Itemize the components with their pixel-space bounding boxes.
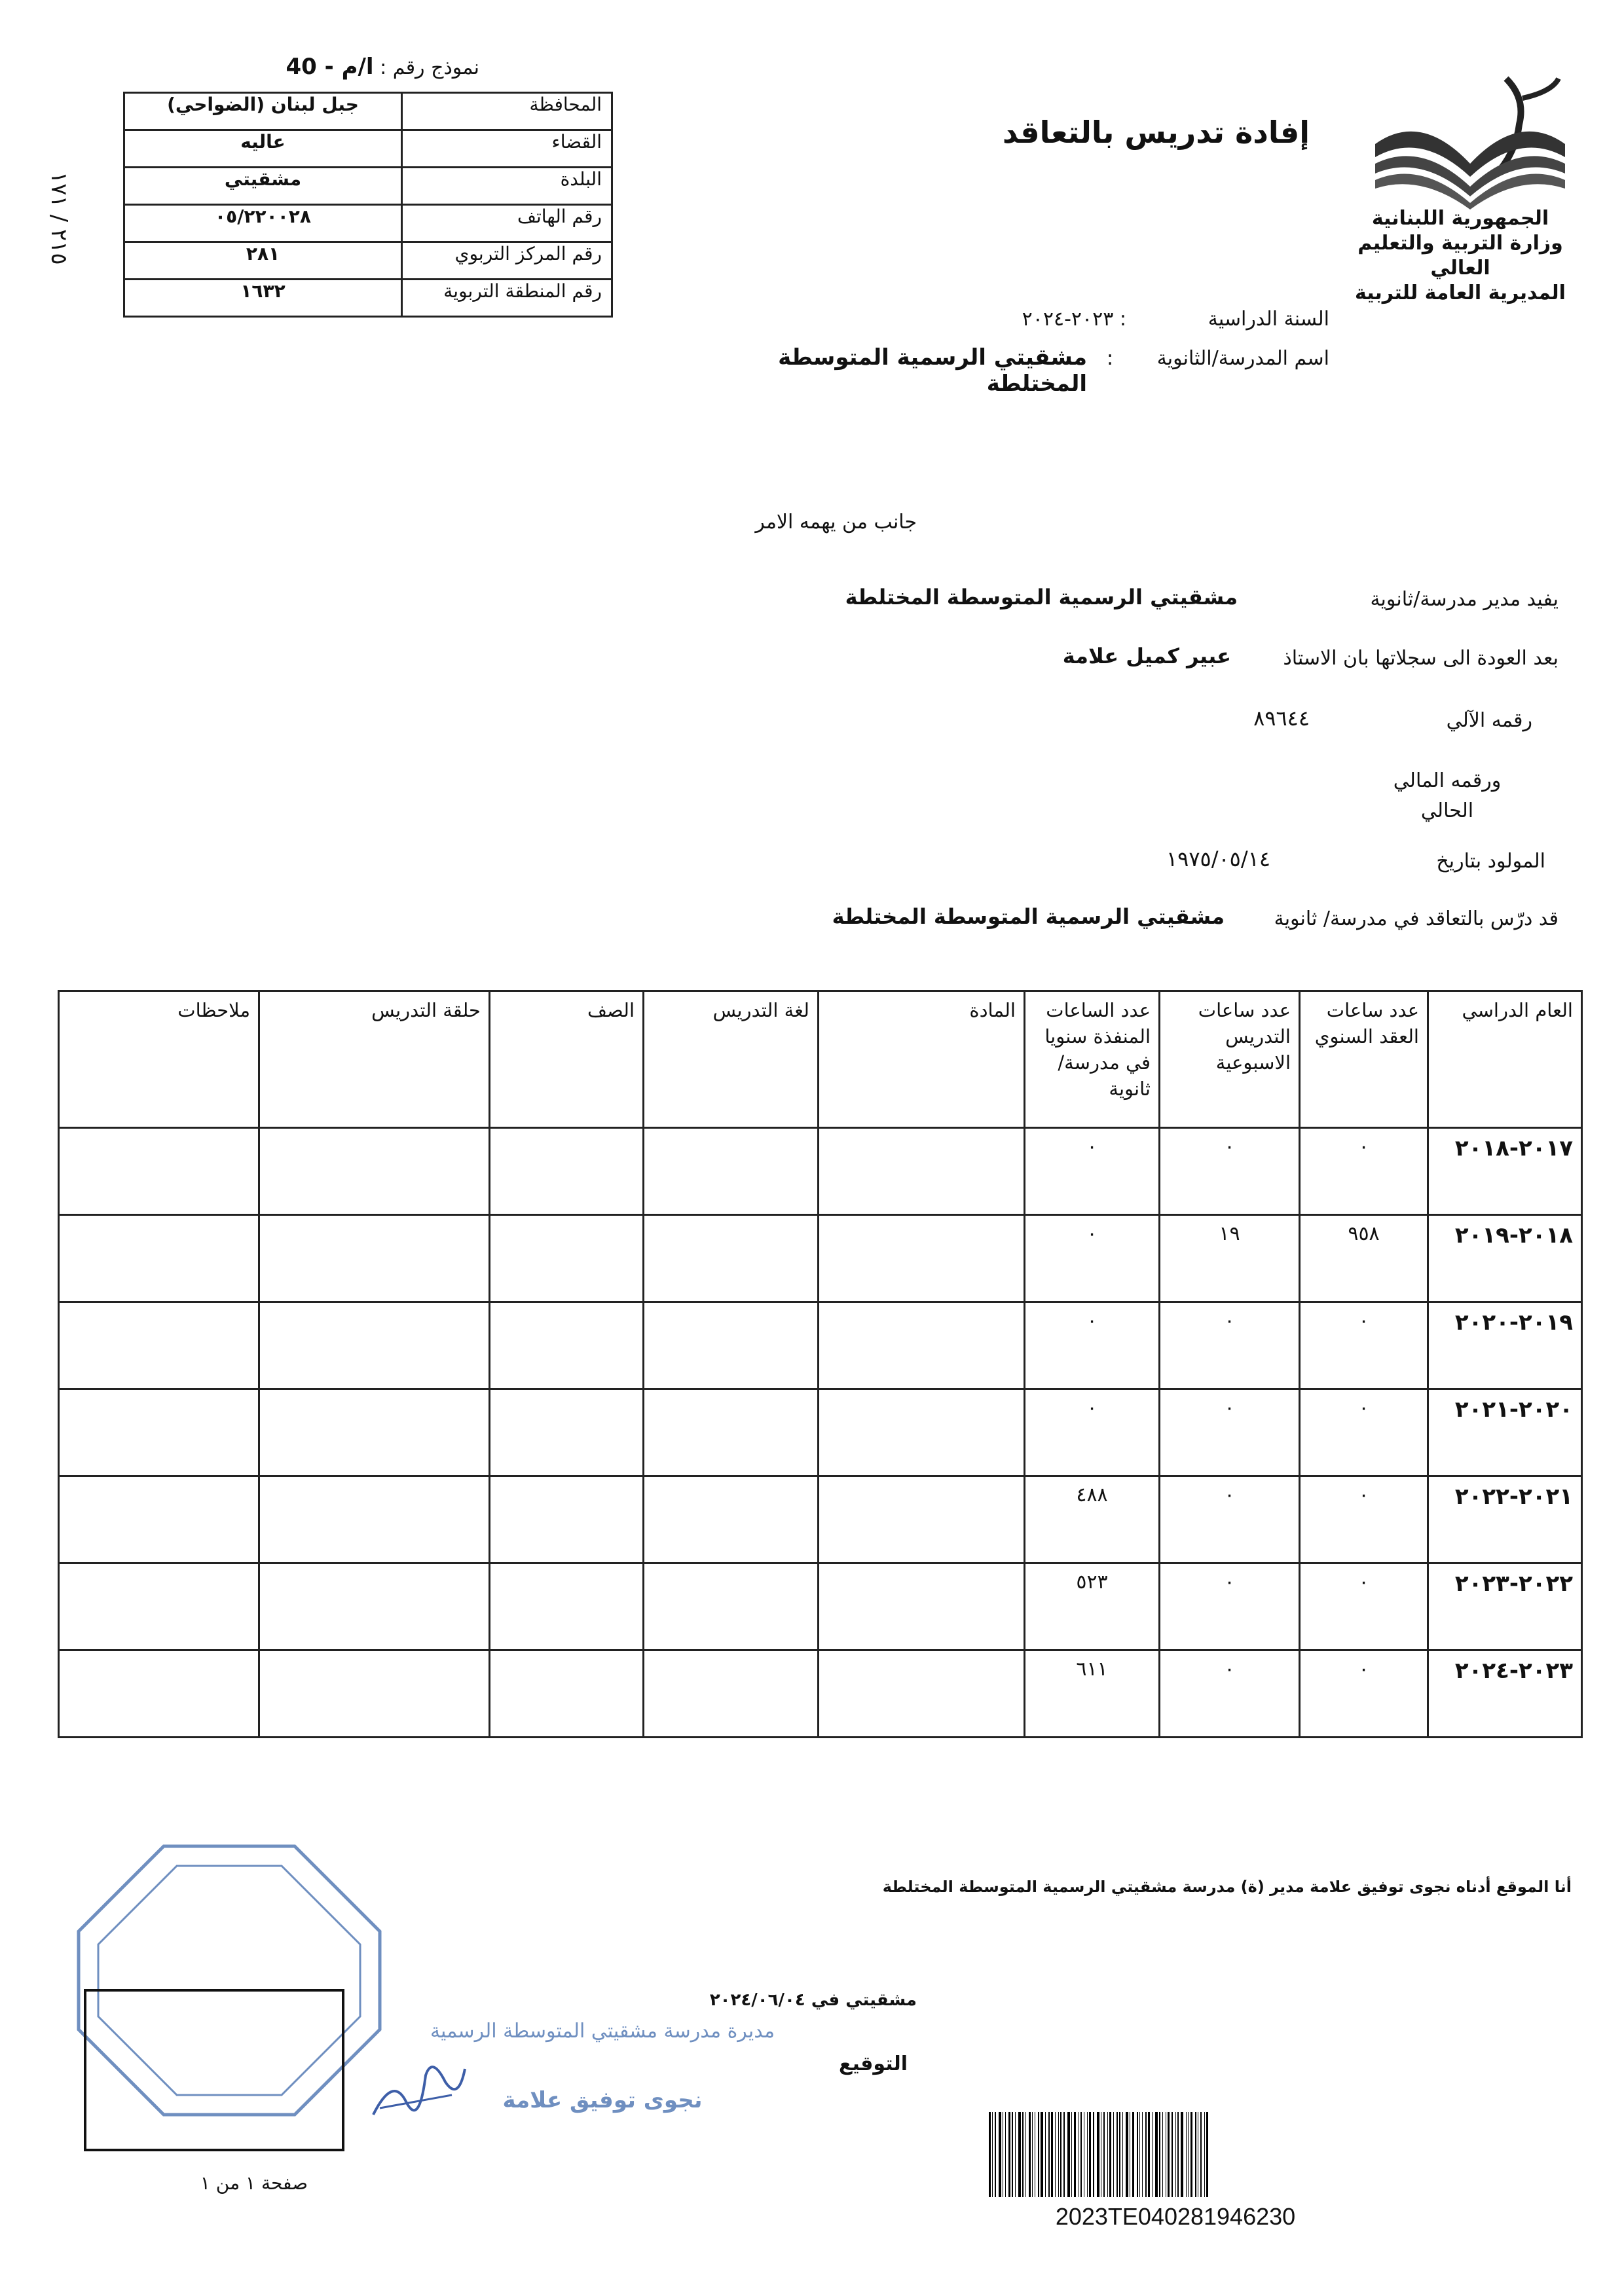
- table-row: [59, 1302, 1582, 1389]
- column-header: الصف: [490, 991, 644, 1128]
- barcode-bar: [1132, 2112, 1134, 2197]
- barcode-bar: [1177, 2112, 1179, 2197]
- barcode-bar: [1168, 2112, 1170, 2197]
- cell-language: [644, 1650, 819, 1738]
- barcode-bar: [1055, 2112, 1056, 2197]
- info-row: [124, 130, 612, 168]
- cell-school-year: ٢٠١٨-٢٠١٩: [1428, 1215, 1582, 1302]
- barcode-number: 2023TE040281946230: [1055, 2203, 1296, 2230]
- table-row: [59, 1650, 1582, 1738]
- cell-subject: [819, 1650, 1025, 1738]
- cell-language: [644, 1215, 819, 1302]
- barcode-bar: [1063, 2112, 1065, 2197]
- cell-weekly-hours: ١٩: [1160, 1215, 1300, 1302]
- cell-class: [490, 1476, 644, 1563]
- cell-cycle: [259, 1302, 490, 1389]
- barcode-bar: [1145, 2112, 1147, 2197]
- cell-class: [490, 1650, 644, 1738]
- cell-notes: [59, 1563, 259, 1650]
- records-label: بعد العودة الى سجلاتها بان الاستاذ: [1283, 647, 1559, 670]
- barcode-bar: [1012, 2112, 1013, 2197]
- info-label: رقم المركز التربوي: [402, 242, 612, 280]
- barcode-bar: [1126, 2112, 1128, 2197]
- column-header: عدد ساعات التدريس الاسبوعية: [1160, 991, 1300, 1128]
- barcode-bar: [1045, 2112, 1046, 2197]
- ministry-name: [1342, 206, 1578, 306]
- info-label: رقم المنطقة التربوية: [402, 280, 612, 317]
- barcode-bar: [1058, 2112, 1059, 2197]
- cell-cycle: [259, 1563, 490, 1650]
- barcode-bar: [1195, 2112, 1196, 2197]
- barcode-bar: [1074, 2112, 1076, 2197]
- barcode: [989, 2112, 1362, 2197]
- column-header: ملاحظات: [59, 991, 259, 1128]
- ministry-line-3: المديرية العامة للتربية: [1355, 282, 1566, 304]
- info-value: ٠٥/٢٢٠٠٢٨: [124, 205, 402, 242]
- barcode-bar: [1041, 2112, 1043, 2197]
- column-header: عدد ساعات العقد السنوي: [1300, 991, 1428, 1128]
- barcode-bar: [1175, 2112, 1176, 2197]
- info-label: القضاء: [402, 130, 612, 168]
- auto-number-label: رقمه الآلي: [1446, 709, 1532, 732]
- info-table: [123, 92, 613, 318]
- cell-notes: [59, 1650, 259, 1738]
- cell-weekly-hours: ٠: [1160, 1389, 1300, 1476]
- barcode-bar: [1162, 2112, 1163, 2197]
- document-title: إفادة تدريس بالتعاقد: [1002, 115, 1310, 150]
- cell-language: [644, 1476, 819, 1563]
- cell-school-year: ٢٠٢٢-٢٠٢٣: [1428, 1563, 1582, 1650]
- cell-language: [644, 1563, 819, 1650]
- cell-subject: [819, 1476, 1025, 1563]
- barcode-bar: [1116, 2112, 1118, 2197]
- taught-at-label: قد درّس بالتعاقد في مدرسة/ ثانوية: [1274, 907, 1559, 930]
- info-row: [124, 93, 612, 130]
- cell-class: [490, 1128, 644, 1215]
- info-row: [124, 242, 612, 280]
- info-value: جبل لبنان (الضواحي): [124, 93, 402, 130]
- cell-subject: [819, 1215, 1025, 1302]
- info-label: المحافظة: [402, 93, 612, 130]
- cell-subject: [819, 1302, 1025, 1389]
- teaching-hours-table: [58, 990, 1583, 1738]
- barcode-bar: [1190, 2112, 1192, 2197]
- barcode-bar: [1051, 2112, 1053, 2197]
- cell-subject: [819, 1563, 1025, 1650]
- school-year-label: السنة الدراسية: [1208, 308, 1329, 331]
- school-name-value: مشقيتي الرسمية المتوسطة المختلطة: [778, 344, 1087, 397]
- cell-cycle: [259, 1389, 490, 1476]
- signature-label: التوقيع: [839, 2052, 908, 2075]
- barcode-bar: [1060, 2112, 1061, 2197]
- barcode-bar: [999, 2112, 1001, 2197]
- cell-cycle: [259, 1128, 490, 1215]
- cell-subject: [819, 1128, 1025, 1215]
- cell-class: [490, 1389, 644, 1476]
- column-header: لغة التدريس: [644, 991, 819, 1128]
- column-header: العام الدراسي: [1428, 991, 1582, 1128]
- cell-contract-hours: ٠: [1300, 1128, 1428, 1215]
- barcode-bar: [1089, 2112, 1091, 2197]
- barcode-bar: [1048, 2112, 1050, 2197]
- ministry-logo: [1362, 72, 1578, 210]
- barcode-bar: [1206, 2112, 1208, 2197]
- barcode-bar: [1148, 2112, 1150, 2197]
- stamp-box: [84, 1989, 344, 2151]
- stamp-name: نجوى توفيق علامة: [502, 2087, 703, 2113]
- barcode-bar: [1119, 2112, 1120, 2197]
- barcode-bar: [1155, 2112, 1158, 2197]
- school-name-colon: :: [1106, 347, 1114, 370]
- cell-weekly-hours: ٠: [1160, 1128, 1300, 1215]
- cell-cycle: [259, 1650, 490, 1738]
- cell-executed-hours: ٠: [1025, 1215, 1160, 1302]
- ministry-line-2: وزارة التربية والتعليم العالي: [1357, 232, 1563, 280]
- info-value: ١٦٣٢: [124, 280, 402, 317]
- place-and-date: مشقيتي في ٢٠٢٤/٠٦/٠٤: [709, 1990, 917, 2010]
- stamp-title: مديرة مدرسة مشقيتي المتوسطة الرسمية: [430, 2020, 775, 2043]
- barcode-bar: [995, 2112, 996, 2197]
- cell-contract-hours: ٠: [1300, 1563, 1428, 1650]
- info-label: البلدة: [402, 168, 612, 205]
- barcode-bar: [1067, 2112, 1070, 2197]
- cell-contract-hours: ٠: [1300, 1650, 1428, 1738]
- cell-weekly-hours: ٠: [1160, 1302, 1300, 1389]
- form-number-label: نموذج رقم :: [380, 56, 479, 79]
- cell-notes: [59, 1215, 259, 1302]
- cell-cycle: [259, 1476, 490, 1563]
- info-row: [124, 280, 612, 317]
- info-value: مشقيتي: [124, 168, 402, 205]
- barcode-bar: [1087, 2112, 1088, 2197]
- barcode-bar: [1188, 2112, 1189, 2197]
- school-year-value: : ٢٠٢٣-٢٠٢٤: [1022, 308, 1126, 331]
- cell-contract-hours: ٠: [1300, 1302, 1428, 1389]
- column-header: عدد الساعات المنفذة سنويا في مدرسة/ثانوية: [1025, 991, 1160, 1128]
- cell-language: [644, 1389, 819, 1476]
- cell-contract-hours: ٠: [1300, 1389, 1428, 1476]
- birth-date-value: ١٩٧٥/٠٥/١٤: [1166, 847, 1270, 871]
- cell-weekly-hours: ٠: [1160, 1563, 1300, 1650]
- table-header-row: [59, 991, 1582, 1128]
- barcode-bar: [1139, 2112, 1140, 2197]
- barcode-bar: [1122, 2112, 1123, 2197]
- column-header: المادة: [819, 991, 1025, 1128]
- cell-cycle: [259, 1215, 490, 1302]
- barcode-bar: [1107, 2112, 1108, 2197]
- book-logo-icon: [1362, 72, 1578, 210]
- info-row: [124, 168, 612, 205]
- cell-executed-hours: ٠: [1025, 1302, 1160, 1389]
- barcode-bar: [1032, 2112, 1033, 2197]
- barcode-bar: [1142, 2112, 1143, 2197]
- cell-executed-hours: ٠: [1025, 1389, 1160, 1476]
- info-value: ٢٨١: [124, 242, 402, 280]
- barcode-bar: [1038, 2112, 1039, 2197]
- cell-notes: [59, 1476, 259, 1563]
- financial-number-label: [1349, 766, 1545, 826]
- barcode-bar: [1186, 2112, 1187, 2197]
- cell-class: [490, 1563, 644, 1650]
- cell-contract-hours: ٠: [1300, 1476, 1428, 1563]
- financial-label-line-2: الحالي: [1420, 799, 1474, 822]
- cell-weekly-hours: ٠: [1160, 1476, 1300, 1563]
- form-number-value: ا/م - 40: [286, 54, 374, 80]
- barcode-bar: [1022, 2112, 1024, 2197]
- side-reference: ٢١٥ / ١٧١: [46, 172, 72, 265]
- barcode-bar: [1093, 2112, 1094, 2197]
- barcode-bar: [1181, 2112, 1183, 2197]
- barcode-bar: [1008, 2112, 1010, 2197]
- info-label: رقم الهاتف: [402, 205, 612, 242]
- barcode-bar: [1071, 2112, 1072, 2197]
- barcode-bar: [1029, 2112, 1031, 2197]
- undersigned-statement: أنا الموقع أدناه نجوى توفيق علامة مدير (ة) مدرسة مشقيتي الرسمية المتوسطة المختلطة: [882, 1878, 1572, 1896]
- cell-language: [644, 1128, 819, 1215]
- cell-executed-hours: ٤٨٨: [1025, 1476, 1160, 1563]
- barcode-bar: [1109, 2112, 1111, 2197]
- cell-school-year: ٢٠٢١-٢٠٢٢: [1428, 1476, 1582, 1563]
- cell-language: [644, 1302, 819, 1389]
- cell-school-year: ٢٠٢٠-٢٠٢١: [1428, 1389, 1582, 1476]
- column-header: حلقة التدريس: [259, 991, 490, 1128]
- signature-scribble: [367, 2049, 471, 2128]
- cell-contract-hours: ٩٥٨: [1300, 1215, 1428, 1302]
- birth-date-label: المولود بتاريخ: [1436, 850, 1545, 873]
- cell-school-year: ٢٠١٧-٢٠١٨: [1428, 1128, 1582, 1215]
- barcode-bar: [1113, 2112, 1114, 2197]
- cell-executed-hours: ٥٢٣: [1025, 1563, 1160, 1650]
- barcode-bar: [1015, 2112, 1016, 2197]
- barcode-bar: [1025, 2112, 1026, 2197]
- cell-school-year: ٢٠٢٣-٢٠٢٤: [1428, 1650, 1582, 1738]
- barcode-bar: [1005, 2112, 1006, 2197]
- table-row: [59, 1476, 1582, 1563]
- taught-at-school: مشقيتي الرسمية المتوسطة المختلطة: [832, 904, 1225, 929]
- barcode-bar: [1152, 2112, 1153, 2197]
- cell-notes: [59, 1389, 259, 1476]
- cell-weekly-hours: ٠: [1160, 1650, 1300, 1738]
- barcode-bar: [1137, 2112, 1138, 2197]
- barcode-bar: [1204, 2112, 1205, 2197]
- cell-executed-hours: ٦١١: [1025, 1650, 1160, 1738]
- auto-number-value: ٨٩٦٤٤: [1253, 706, 1310, 731]
- cell-executed-hours: ٠: [1025, 1128, 1160, 1215]
- barcode-bar: [989, 2112, 991, 2197]
- barcode-bar: [992, 2112, 993, 2197]
- barcode-bar: [1172, 2112, 1173, 2197]
- certifies-label: يفيد مدير مدرسة/ثانوية: [1370, 588, 1559, 611]
- cell-notes: [59, 1302, 259, 1389]
- form-number: [244, 54, 479, 80]
- ministry-line-1: الجمهورية اللبنانية: [1371, 207, 1549, 230]
- barcode-bar: [1097, 2112, 1099, 2197]
- school-name-label: اسم المدرسة/الثانوية: [1156, 347, 1329, 370]
- cell-class: [490, 1302, 644, 1389]
- cell-school-year: ٢٠١٩-٢٠٢٠: [1428, 1302, 1582, 1389]
- teacher-name: عبير كميل علامة: [1062, 644, 1231, 668]
- cell-notes: [59, 1128, 259, 1215]
- info-row: [124, 205, 612, 242]
- page-indicator: صفحة ١ من ١: [200, 2172, 308, 2194]
- table-row: [59, 1215, 1582, 1302]
- to-whom-it-may-concern: جانب من يهمه الامر: [755, 511, 917, 534]
- table-row: [59, 1128, 1582, 1215]
- cell-subject: [819, 1389, 1025, 1476]
- table-row: [59, 1389, 1582, 1476]
- cell-class: [490, 1215, 644, 1302]
- barcode-bar: [1103, 2112, 1105, 2197]
- info-value: عاليه: [124, 130, 402, 168]
- table-row: [59, 1563, 1582, 1650]
- barcode-bar: [1018, 2112, 1021, 2197]
- financial-label-line-1: ورقمه المالي: [1393, 769, 1502, 792]
- certifies-school: مشقيتي الرسمية المتوسطة المختلطة: [845, 585, 1238, 610]
- barcode-bar: [1200, 2112, 1202, 2197]
- barcode-bar: [1080, 2112, 1082, 2197]
- barcode-bar: [1159, 2112, 1160, 2197]
